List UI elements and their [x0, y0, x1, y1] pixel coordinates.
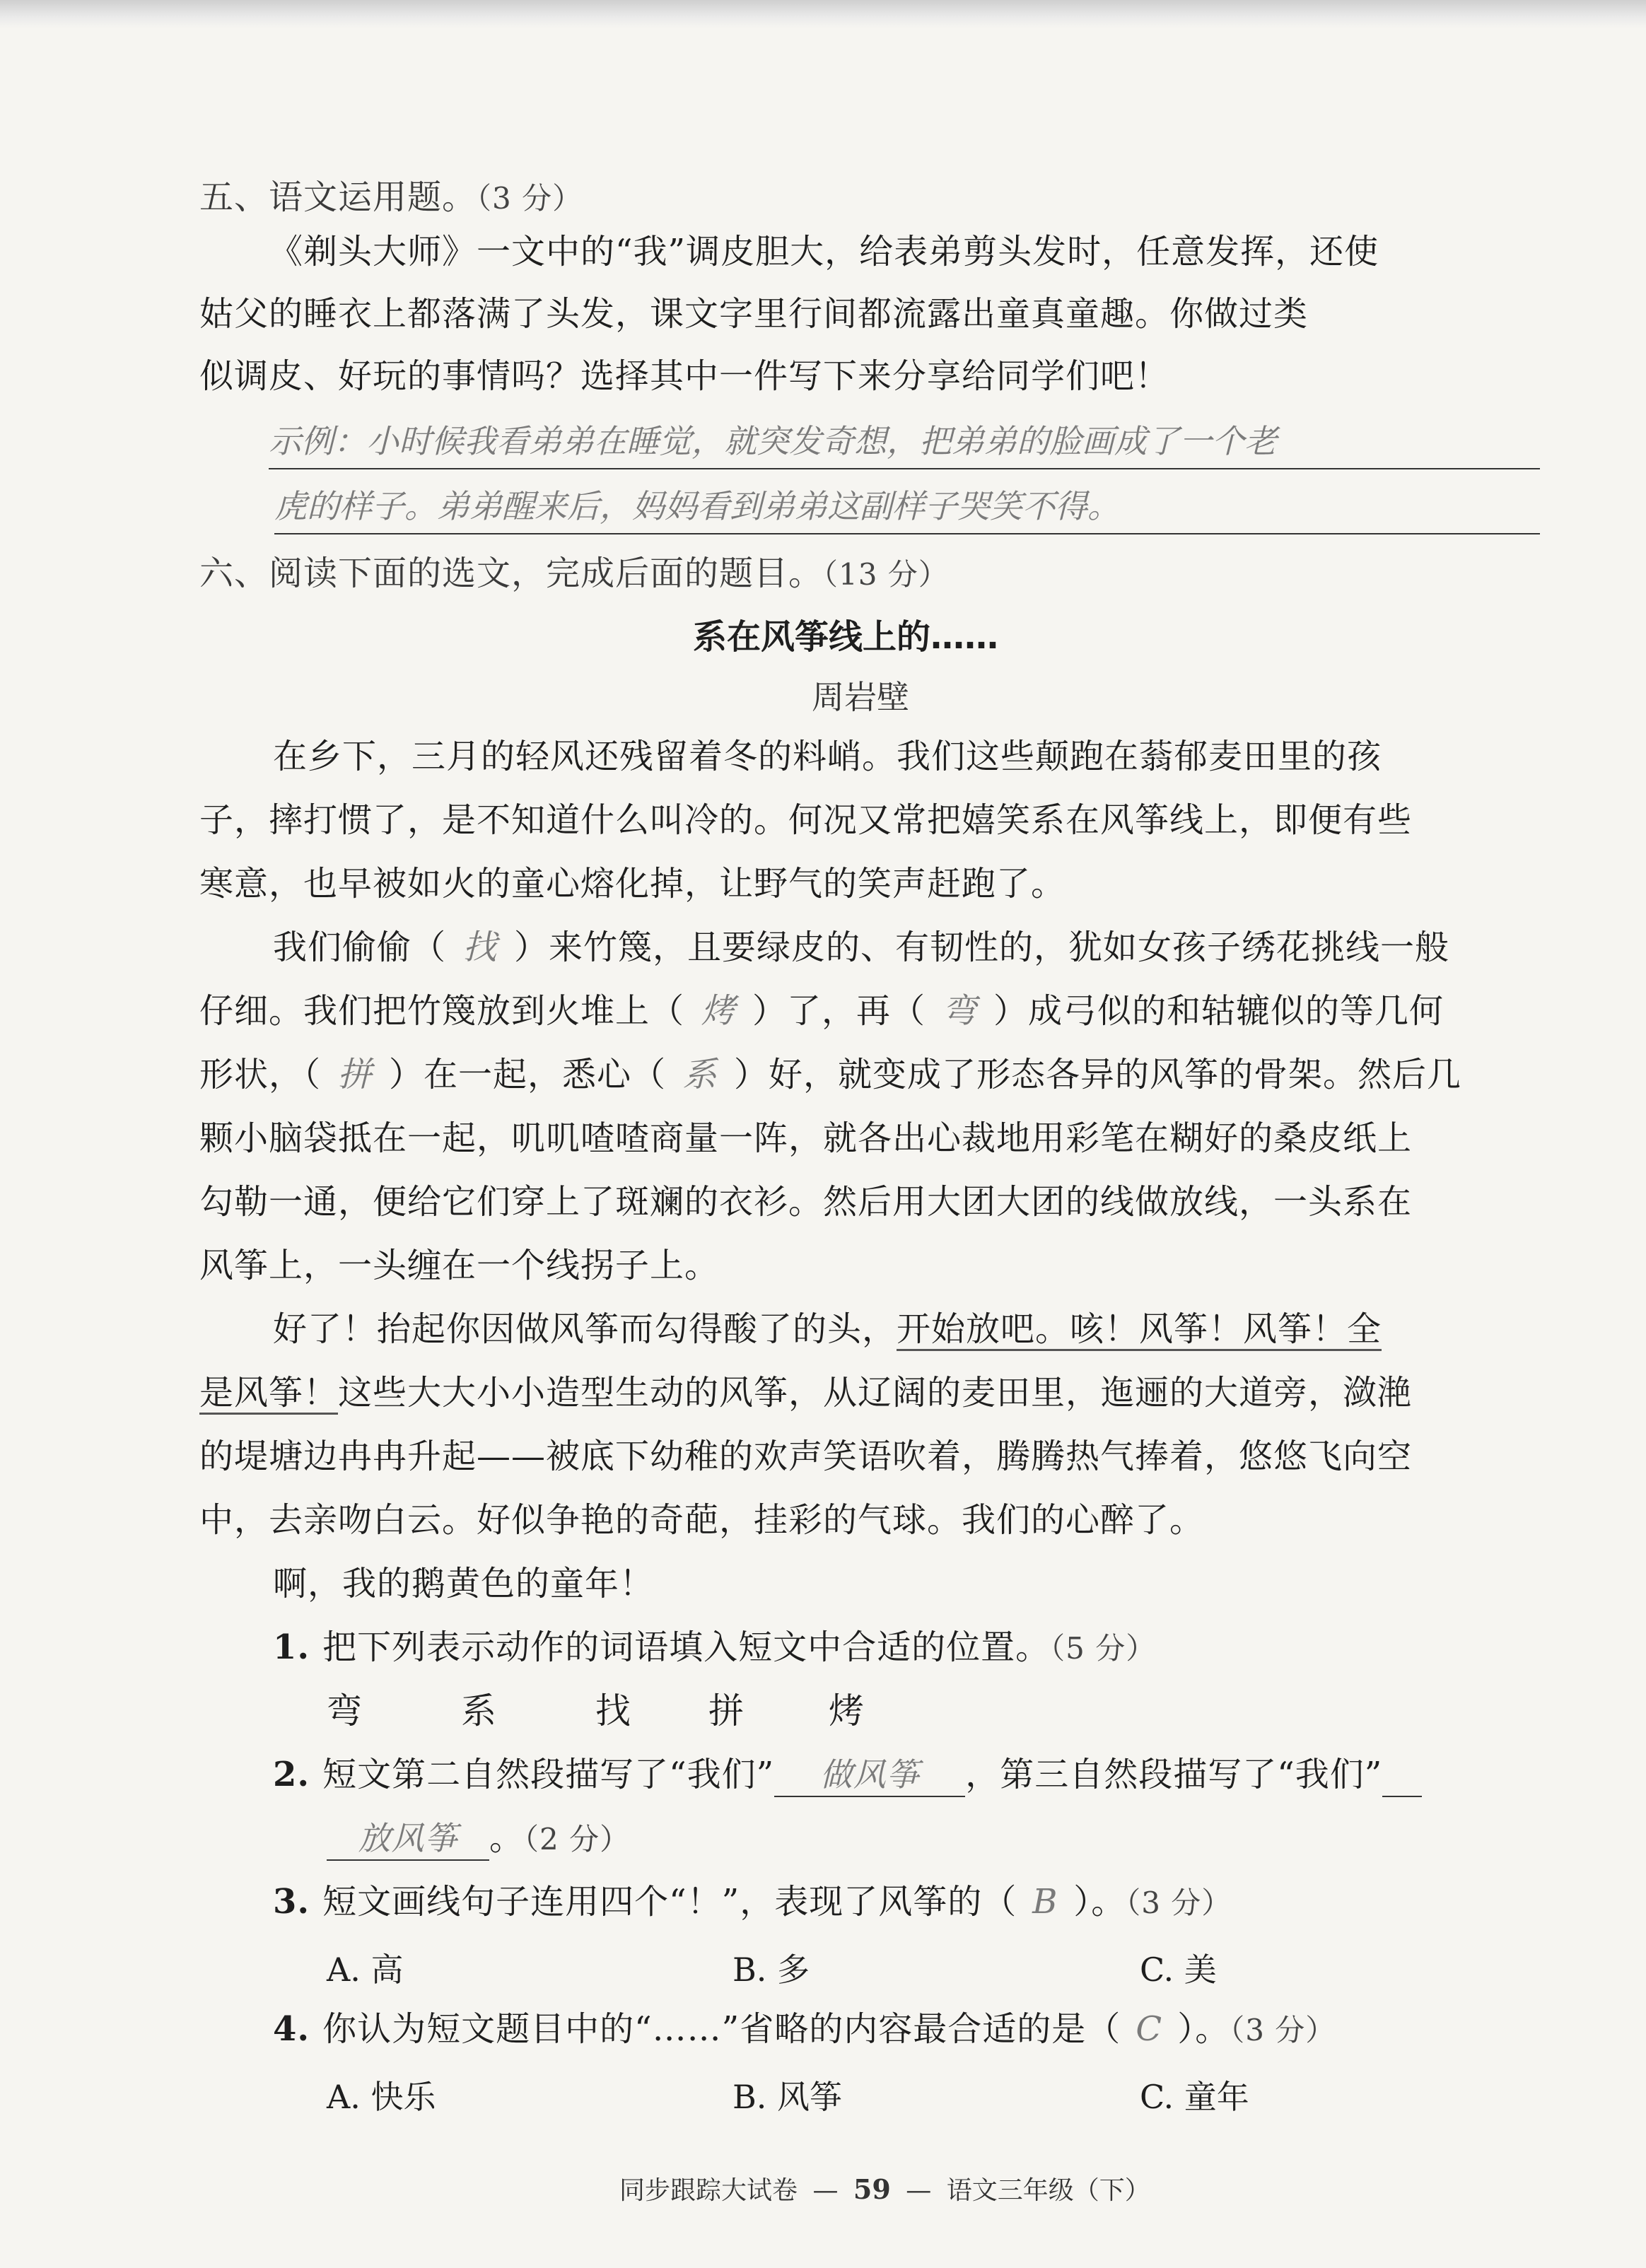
fill-answer-5: 系 — [682, 1055, 718, 1094]
question-2-cont: 放风筝 。（2 分） — [327, 1817, 630, 1861]
question-3-number: 3. — [273, 1882, 310, 1922]
p3-line-2: 是风筝！这些大大小小造型生动的风筝，从辽阔的麦田里，迤逦的大道旁，潋滟 — [199, 1372, 1412, 1414]
q3-option-c: C. 美 — [1140, 1951, 1217, 1989]
q1-word-5: 烤 — [829, 1690, 865, 1731]
p1-line-2: 子，摔打惯了，是不知道什么叫冷的。何况又常把嬉笑系在风筝线上，即便有些 — [199, 800, 1413, 840]
footer-subject-grade: 语文三年级（下） — [946, 2176, 1150, 2205]
section-6-heading — [199, 546, 949, 595]
q4-option-a: A. 快乐 — [327, 2078, 436, 2116]
page-number: 59 — [853, 2173, 891, 2205]
p2-line-6: 风筝上，一头缠在一个线拐子上。 — [199, 1246, 720, 1285]
underlined-sentence-part-1: 开始放吧。咳！风筝！风筝！全 — [897, 1309, 1382, 1351]
fill-answer-2: 烤 — [701, 991, 736, 1031]
q1-word-3: 找 — [595, 1690, 631, 1731]
p2-line-5: 勾勒一通，便给它们穿上了斑斓的衣衫。然后用大团大团的线做放线，一头系在 — [199, 1182, 1413, 1222]
section-6-points: （13 分） — [823, 557, 949, 592]
sec5-para-line-2: 姑父的睡衣上都落满了头发，课文字里行间都流露出童真童趣。你做过类 — [199, 294, 1309, 334]
p4-line: 啊，我的鹅黄色的童年！ — [273, 1564, 655, 1603]
section-5-heading — [199, 170, 583, 218]
p2-line-4: 颗小脑袋抵在一起，叽叽喳喳商量一阵，就各出心裁地用彩笔在糊好的桑皮纸上 — [199, 1118, 1413, 1158]
question-4: 4. 你认为短文题目中的“……”省略的内容最合适的是（ C ）。（3 分） — [273, 2009, 1336, 2049]
q2-blank-tail — [1382, 1753, 1422, 1797]
section-5-points: （3 分） — [477, 181, 583, 216]
fill-answer-1: 找 — [462, 928, 498, 967]
article-title: 系在风筝线上的…… — [693, 617, 999, 657]
q4-option-b: B. 风筝 — [732, 2078, 843, 2116]
fill-answer-4: 拼 — [337, 1055, 373, 1094]
q1-word-1: 弯 — [327, 1690, 363, 1731]
p1-line-3: 寒意，也早被如火的童心熔化掉，让野气的笑声赶跑了。 — [199, 864, 1066, 904]
p3-line-4: 中，去亲吻白云。好似争艳的奇葩，挂彩的气球。我们的心醉了。 — [199, 1500, 1205, 1540]
p1-line-1: 在乡下，三月的轻风还残留着冬的料峭。我们这些颠跑在蓊郁麦田里的孩 — [273, 737, 1382, 776]
q3-answer: B — [1032, 1882, 1058, 1922]
question-1: 1. 把下列表示动作的词语填入短文中合适的位置。（5 分） — [273, 1627, 1157, 1667]
q1-word-2: 系 — [461, 1690, 497, 1731]
q1-word-4: 拼 — [708, 1690, 745, 1731]
article-author: 周岩壁 — [812, 678, 909, 716]
sec5-para-line-3: 似调皮、好玩的事情吗？选择其中一件写下来分享给同学们吧！ — [199, 356, 1170, 396]
page-footer: 同步跟踪大试卷 — 59 — 语文三年级（下） — [619, 2173, 1150, 2205]
question-3: 3. 短文画线句子连用四个“！”，表现了风筝的（ B ）。（3 分） — [273, 1882, 1232, 1922]
question-4-number: 4. — [273, 2009, 310, 2049]
p2-line-1: 我们偷偷（ 找 ）来竹篾，且要绿皮的、有韧性的，犹如女孩子绣花挑线一般 — [273, 928, 1450, 967]
q4-answer: C — [1136, 2009, 1163, 2049]
q1-word-bank — [327, 1690, 865, 1732]
fill-answer-3: 弯 — [942, 991, 977, 1031]
section-5-title: 五、语文运用题。 — [199, 177, 477, 217]
p2-line-3: 形状，（ 拼 ）在一起，悉心（ 系 ）好，就变成了形态各异的风筝的骨架。然后几 — [199, 1055, 1462, 1094]
question-1-number: 1. — [273, 1627, 310, 1667]
q2-answer-2: 放风筝 — [327, 1817, 489, 1861]
sec5-answer-line-2: 虎的样子。弟弟醒来后，妈妈看到弟弟这副样子哭笑不得。 — [274, 481, 1540, 534]
question-2-number: 2. — [273, 1755, 310, 1794]
q4-option-c: C. 童年 — [1140, 2078, 1249, 2116]
sec5-para-line-1: 《剃头大师》一文中的“我”调皮胆大，给表弟剪头发时，任意发挥，还使 — [269, 232, 1379, 271]
underlined-sentence-part-2: 是风筝！ — [199, 1373, 338, 1415]
p3-line-3: 的堤塘边冉冉升起——被底下幼稚的欢声笑语吹着，腾腾热气捧着，悠悠飞向空 — [199, 1437, 1413, 1476]
p2-line-2: 仔细。我们把竹篾放到火堆上（ 烤 ）了，再（ 弯 ）成弓似的和轱辘似的等几何 — [199, 991, 1444, 1031]
scan-top-edge — [0, 0, 1646, 28]
question-2: 2. 短文第二自然段描写了“我们” 做风筝 ，第三自然段描写了“我们” — [273, 1753, 1422, 1797]
footer-book-title: 同步跟踪大试卷 — [619, 2176, 798, 2205]
q2-answer-1: 做风筝 — [774, 1753, 965, 1797]
q3-option-a: A. 高 — [327, 1951, 404, 1989]
q3-option-b: B. 多 — [732, 1951, 810, 1989]
p3-line-1: 好了！抬起你因做风筝而勾得酸了的头，开始放吧。咳！风筝！风筝！全 — [273, 1308, 1382, 1350]
sec5-answer-line-1: 示例：小时候我看弟弟在睡觉，就突发奇想，把弟弟的脸画成了一个老 — [269, 416, 1540, 469]
section-6-title: 六、阅读下面的选文，完成后面的题目。 — [199, 554, 824, 593]
